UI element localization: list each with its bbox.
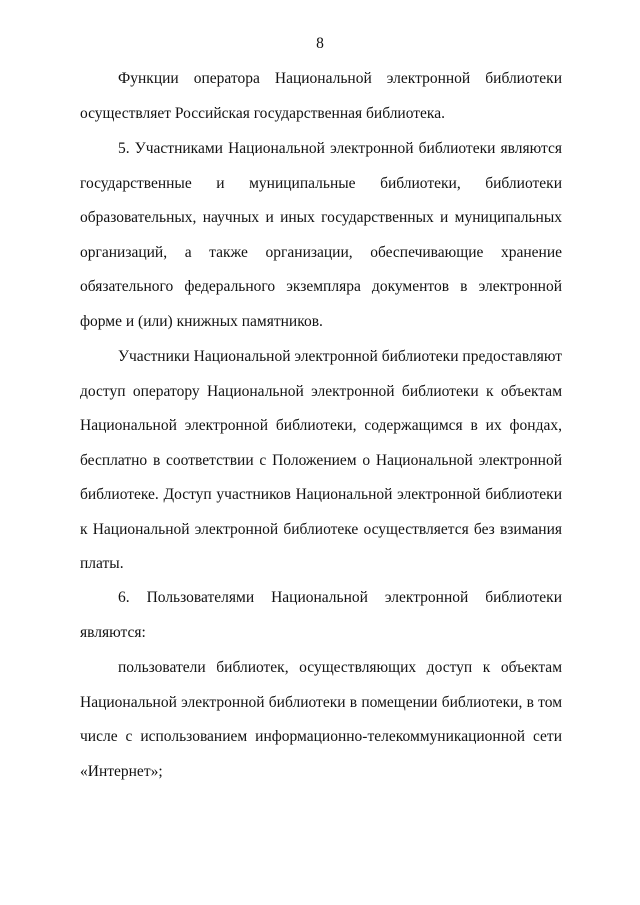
paragraph-participants-access: Участники Национальной электронной библиотеки предоставляют доступ оператору Национальной электронной библиотеки к объектам Национальной электронной библиотеки, содержащимся в их фондах, бесплатно в соответствии с Положением о Национальной электронной библиотеке. Доступ участников Национальной электронной библиотеки к Национальной электронной библиотеке осуществляется без взимания платы. (80, 348, 562, 572)
paragraph-library-users: пользователи библиотек, осуществляющих доступ к объектам Национальной электронной библиотеки в помещении библиотеки, в том числе с использованием информационно-телекоммуникационной сети «Интернет»; (80, 659, 562, 780)
page-number: 8 (316, 35, 324, 52)
paragraph-users-heading: 6. Пользователями Национальной электронной библиотеки являются: (80, 589, 562, 641)
paragraph-participants-list: 5. Участниками Национальной электронной библиотеки являются государственные и муниципальные библиотеки, библиотеки образовательных, научных и иных государственных и муниципальных организаций, а также организации, обеспечивающие хранение обязательного федерального экземпляра документов в электронной форме и (или) книжных памятников. (80, 140, 562, 330)
paragraph-operator-functions: Функции оператора Национальной электронной библиотеки осуществляет Российская государственная библиотека. (80, 70, 562, 122)
